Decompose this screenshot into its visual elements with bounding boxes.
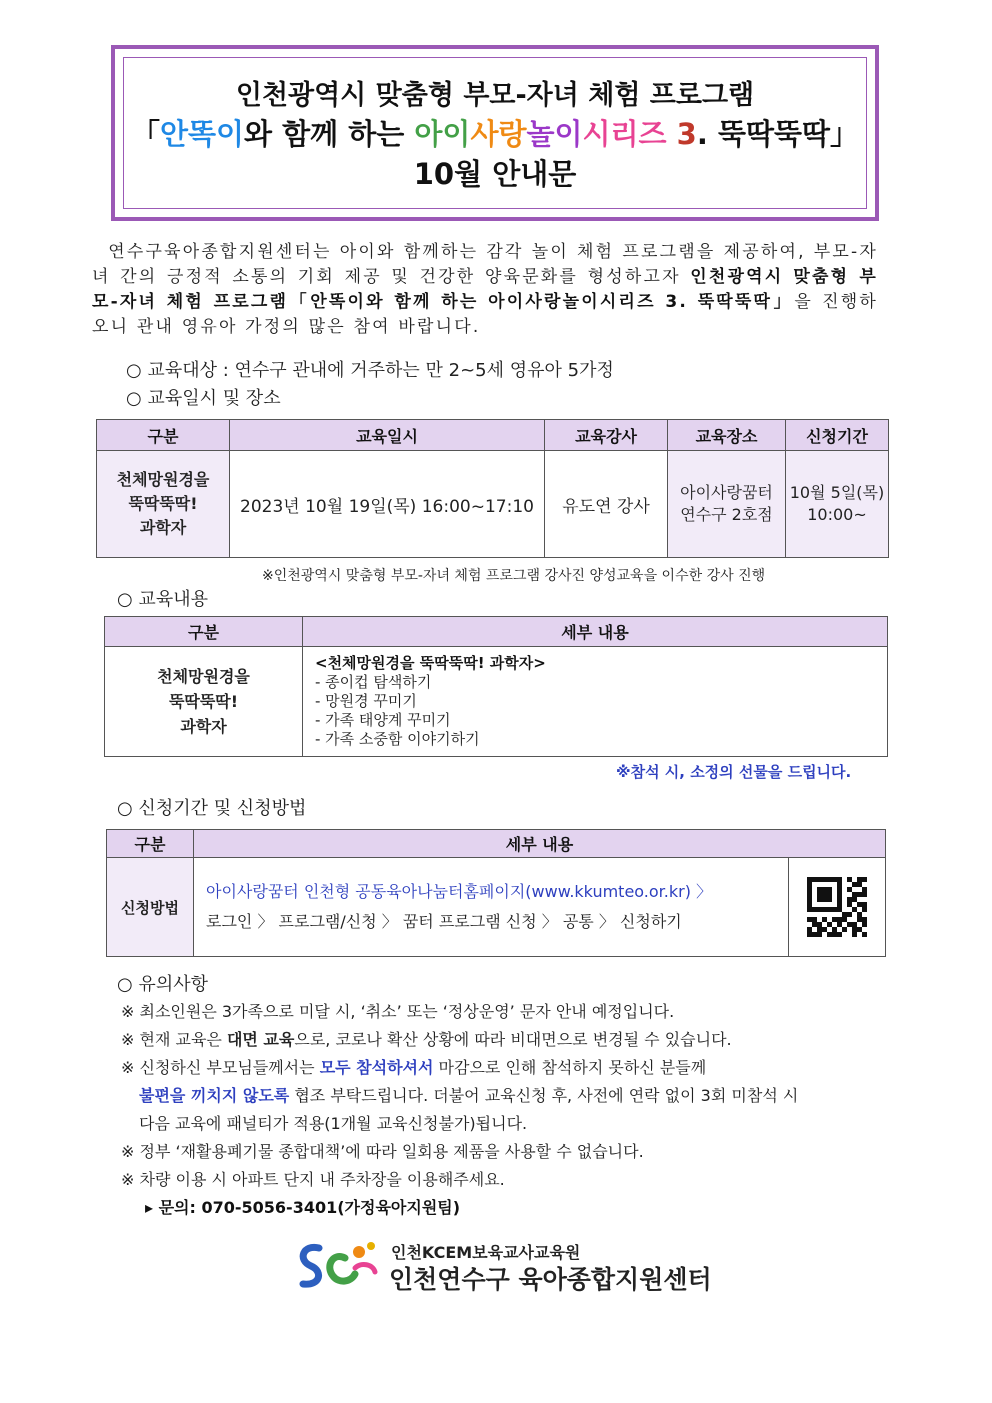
title-bracket-open: 「 [130,117,160,151]
note-2-bold: 대면 교육 [226,1030,295,1049]
bullet-notes: ○ 유의사항 [117,974,208,995]
bullet-target: ○ 교육대상 : 연수구 관내에 거주하는 만 2~5세 영유아 5가정 [126,360,614,381]
title-line-3: 10월 안내문 [413,157,577,191]
bullet-content: ○ 교육내용 [117,589,208,610]
apply-qr-cell [789,858,886,957]
schedule-header-place: 교육장소 [668,420,786,451]
note-3-cont [121,1082,881,1110]
content-table [104,616,888,757]
title-box [111,45,879,221]
contact-line: ▸ 문의: 070-5056-3401(가정육아지원팀) [145,1198,461,1217]
schedule-cell-category: 천체망원경을 뚝딱뚝딱! 과학자 [97,451,230,558]
schedule-header-period: 신청기간 [786,420,889,451]
qr-code-icon[interactable] [807,877,867,937]
content-item: - 가족 소중함 이야기하기 [315,730,480,748]
schedule-footnote: ※인천광역시 맞춤형 부모-자녀 체험 프로그램 강사진 양성교육을 이수한 강사 진행 [262,568,766,584]
content-subtitle: <천체망원경을 뚝딱뚝딱! 과학자> [315,654,546,672]
footer-org-top: 인천KCEM보육교사교육원 [391,1243,581,1262]
title-with: 와 함께 하는 [244,117,415,151]
intro-paragraph [92,240,878,340]
note-3-a: ※ 신청하신 부모님들께서는 [121,1058,320,1077]
apply-table [106,829,886,957]
content-cell-detail [303,647,888,757]
note-2-a: ※ 현재 교육은 [121,1030,227,1049]
title-nori: 놀이 [526,117,583,151]
title-line-2 [124,114,866,154]
apply-cell-detail [194,858,789,957]
schedule-header-instructor: 교육강사 [545,420,668,451]
schedule-cell-datetime: 2023년 10월 19일(목) 16:00~17:10 [230,451,545,558]
schedule-header-datetime: 교육일시 [230,420,545,451]
gift-note: ※참석 시, 소정의 선물을 드립니다. [616,763,852,781]
title-ttukttak: . 뚝딱뚝딱」 [696,117,859,151]
title-ai: 아이 [414,117,471,151]
notes-list [121,998,881,1222]
schedule-table [96,419,889,558]
apply-steps-line: 로그인 〉 프로그램/신청 〉 꿈터 프로그램 신청 〉 공통 〉 신청하기 [206,912,682,931]
title-sarang: 사랑 [470,117,527,151]
title-inner-frame [123,57,867,209]
note-3-bold: 모두 참석하셔서 [319,1058,434,1077]
footer-logo [293,1238,713,1298]
note-2-c: 으로, 코로나 확산 상황에 따라 비대면으로 변경될 수 있습니다. [294,1030,732,1049]
note-3-c: 마감으로 인해 참석하지 못하신 분들께 [433,1058,707,1077]
schedule-header-category: 구분 [97,420,230,451]
title-number: 3 [666,117,697,151]
apply-link-line[interactable]: 아이사랑꿈터 인천형 공동육아나눔터홈페이지(www.kkumteo.or.kr) 〉 [206,882,713,901]
note-3-e: 협조 부탁드립니다. 더불어 교육신청 후, 사전에 연락 없이 3회 미참석 시 [289,1086,799,1105]
content-cell-category: 천체망원경을 뚝딱뚝딱! 과학자 [105,647,303,757]
schedule-cell-period: 10월 5일(목) 10:00~ [786,451,889,558]
schedule-cell-instructor: 유도연 강사 [545,451,668,558]
intro-text-1: 연수구육아종합지원센터는 아이와 함께하는 감각 놀이 체험 프로그램을 제공하여, 부모-자녀 간의 긍정적 소통의 기회 제공 및 건강한 양육문화를 형성하고자 [92,242,878,287]
intro-bold: 인천광역시 맞춤형 부모-자녀 체험 프로그램「안똑이와 함께 하는 아이사랑놀이시리즈 3. 뚝딱뚝딱」 [92,267,878,312]
apply-header-detail: 세부 내용 [194,830,886,858]
schedule-cell-place: 아이사랑꿈터 연수구 2호점 [668,451,786,558]
note-3-bold-2: 불편을 끼치지 않도록 [139,1086,290,1105]
footer-org-main: 인천연수구 육아종합지원센터 [389,1265,712,1294]
note-3 [121,1054,881,1082]
content-item: - 종이컵 탐색하기 [315,673,432,691]
content-item: - 망원경 꾸미기 [315,692,417,710]
content-item: - 가족 태양계 꾸미기 [315,711,451,729]
apply-cell-category: 신청방법 [107,858,194,957]
center-logo-icon [293,1238,385,1296]
note-5: ※ 차량 이용 시 아파트 단지 내 주차장을 이용해주세요. [121,1170,505,1189]
note-4: ※ 정부 ‘재활용폐기물 종합대책’에 따라 일회용 제품을 사용할 수 없습니다. [121,1142,644,1161]
note-3-cont-2: 다음 교육에 패널티가 적용(1개월 교육신청불가)됩니다. [139,1114,528,1133]
content-header-category: 구분 [105,617,303,647]
title-series: 시리즈 [582,117,667,151]
content-header-detail: 세부 내용 [303,617,888,647]
apply-header-category: 구분 [107,830,194,858]
note-2 [121,1026,881,1054]
title-andduki: 안똑이 [160,117,245,151]
bullet-apply: ○ 신청기간 및 신청방법 [117,798,307,819]
note-1: ※ 최소인원은 3가족으로 미달 시, ‘취소’ 또는 ‘정상운영’ 문자 안내 예정입니다. [121,1002,675,1021]
intro-text-2: 을 진행하오니 관내 영유아 가정의 많은 참여 바랍니다. [92,292,878,337]
bullet-schedule: ○ 교육일시 및 장소 [126,388,281,409]
title-line-1: 인천광역시 맞춤형 부모-자녀 체험 프로그램 [235,80,755,111]
